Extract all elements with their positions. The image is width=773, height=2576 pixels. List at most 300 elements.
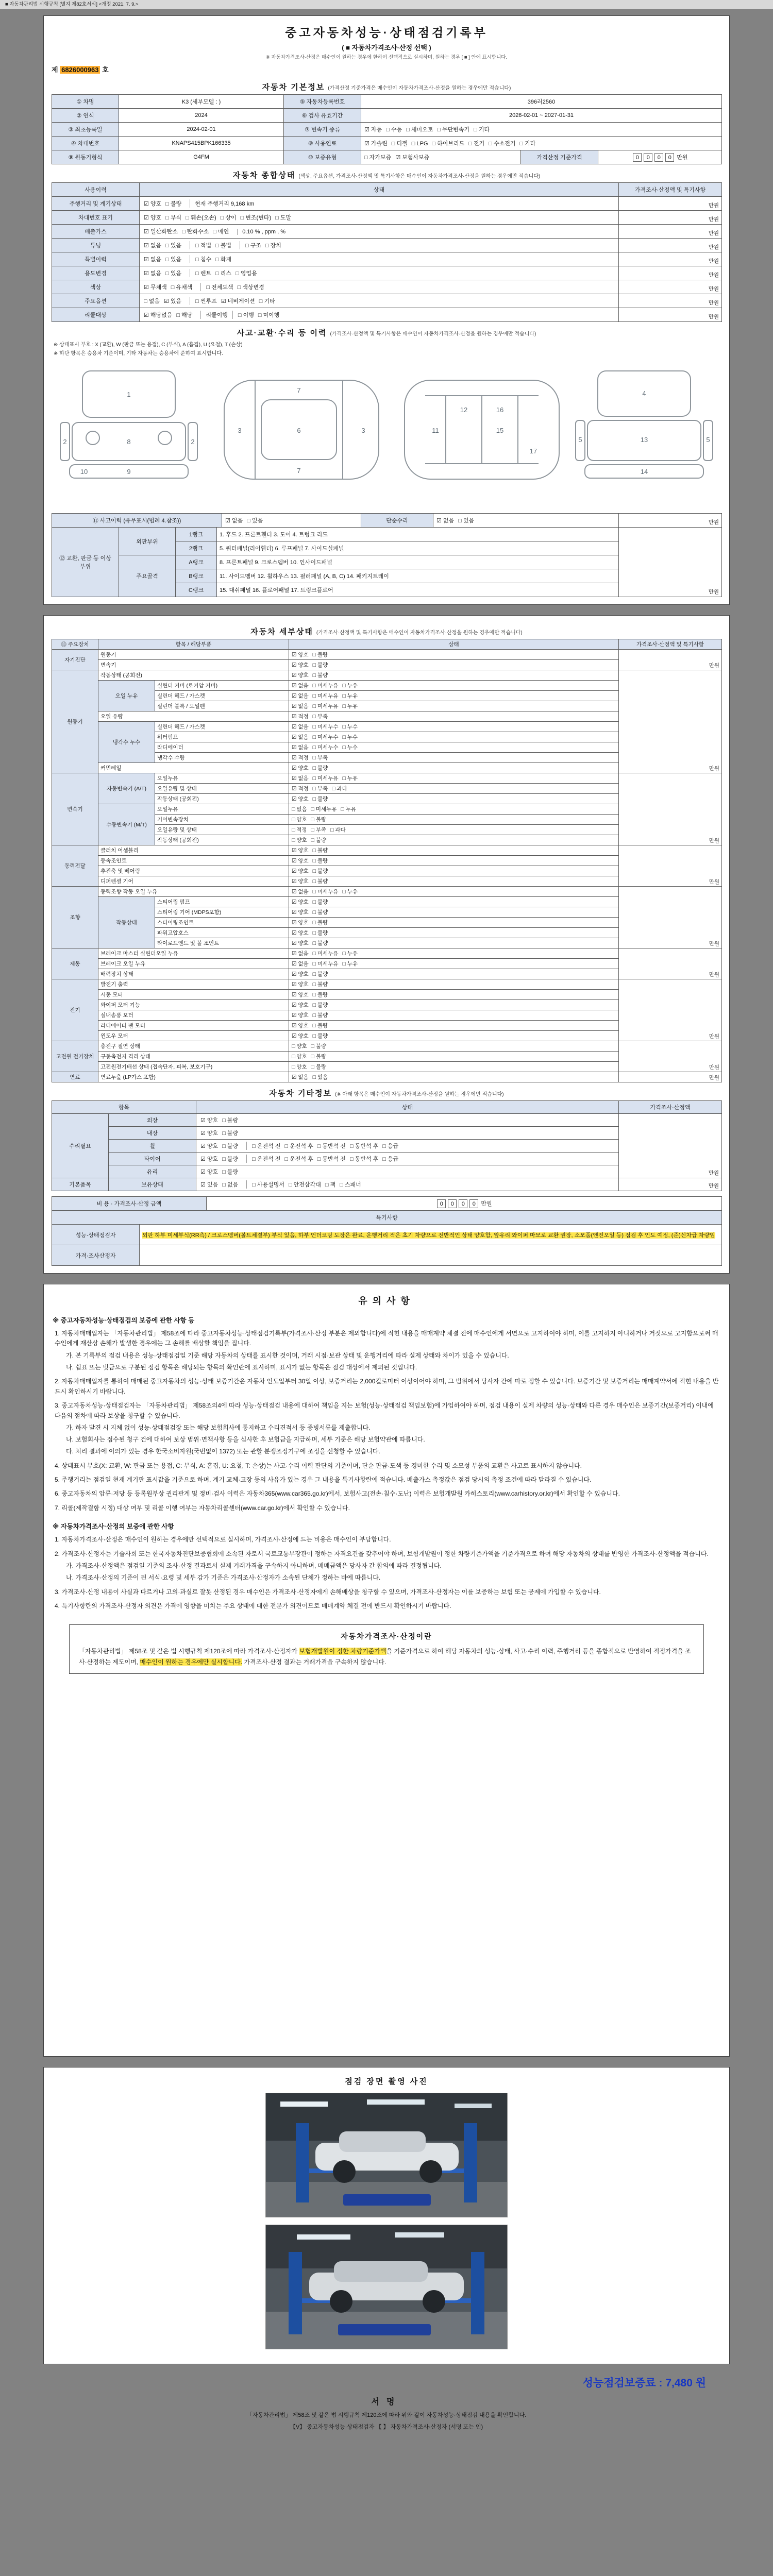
section-title-overall bbox=[52, 170, 721, 180]
checkbox-없음[interactable]: ☑ 없음 bbox=[292, 683, 309, 689]
diagram-legend: ※ 하단 항목은 승용차 기준이며, 기타 자동차는 승용차에 준하여 표시합니다. bbox=[54, 351, 223, 357]
checkbox-없음[interactable]: ☑ 없음 bbox=[144, 243, 162, 249]
checkbox-운전석 후[interactable]: □ 운전석 후 bbox=[284, 1156, 313, 1162]
checkbox-있음[interactable]: □ 있음 bbox=[165, 270, 182, 277]
svg-text:13: 13 bbox=[640, 436, 648, 444]
checkbox-양호[interactable]: ☑ 양호 bbox=[292, 672, 309, 679]
overall-note: (색상, 주요옵션, 가격조사·산정액 및 특기사항은 매수인이 자동차가격조사·산정을 원하는 경우에만 적습니다) bbox=[298, 174, 541, 179]
checkbox-미세누유[interactable]: □ 미세누유 bbox=[312, 693, 339, 699]
value-cell: G4FM bbox=[119, 150, 284, 164]
checkbox-부족[interactable]: □ 부족 bbox=[312, 786, 328, 792]
checkbox-자동[interactable]: ☑ 자동 bbox=[364, 127, 382, 133]
checkbox-없음[interactable]: ☑ 없음 bbox=[292, 951, 309, 957]
checkbox-잭[interactable]: □ 잭 bbox=[325, 1182, 336, 1188]
checkbox-양호[interactable]: ☑ 양호 bbox=[292, 940, 309, 946]
price-row bbox=[52, 1197, 722, 1211]
checkbox-없음[interactable]: ☑ 없음 bbox=[292, 775, 309, 782]
checkbox-있음[interactable]: □ 있음 bbox=[165, 257, 182, 263]
checkbox-불량[interactable]: □ 불량 bbox=[222, 1156, 239, 1162]
etc-item: 타이어 bbox=[109, 1153, 196, 1165]
photo-1-image bbox=[266, 2093, 507, 2217]
checkbox-없음[interactable]: □ 없음 bbox=[292, 806, 307, 812]
state-cell bbox=[196, 1153, 619, 1165]
state-text: 현재 주행거리 9,168 km bbox=[190, 199, 259, 208]
checkbox-누수[interactable]: □ 누수 bbox=[342, 724, 358, 730]
overall-state-table bbox=[52, 182, 722, 322]
checkbox-미세누수[interactable]: □ 미세누수 bbox=[312, 744, 339, 751]
checkbox-양호[interactable]: ☑ 양호 bbox=[200, 1117, 219, 1124]
checkbox-누수[interactable]: □ 누수 bbox=[342, 734, 358, 740]
checkbox-없음[interactable]: ☑ 없음 bbox=[144, 257, 162, 263]
check-group bbox=[199, 1155, 246, 1163]
item-label: 실린더 블록 / 오일팬 bbox=[155, 701, 289, 711]
checkbox-미세누유[interactable]: □ 미세누유 bbox=[311, 806, 337, 812]
checkbox-무단변속기[interactable]: □ 무단변속기 bbox=[437, 127, 470, 133]
checkbox-양호[interactable]: ☑ 양호 bbox=[292, 868, 309, 874]
checkbox-미세누유[interactable]: □ 미세누유 bbox=[312, 961, 339, 967]
checkbox-불량[interactable]: □ 불량 bbox=[312, 1033, 328, 1039]
checkbox-불량[interactable]: □ 불량 bbox=[222, 1143, 239, 1149]
state-cell bbox=[289, 1062, 619, 1072]
etc-group: 기본품목 bbox=[52, 1178, 109, 1191]
state-cell bbox=[289, 897, 619, 907]
detail-row bbox=[52, 650, 722, 660]
check-group bbox=[142, 241, 190, 249]
definition-text-part: 가격조사·산정 결과는 거래가격을 구속하지 않습니다. bbox=[242, 1658, 386, 1666]
checkbox-불량[interactable]: □ 불량 bbox=[311, 837, 327, 843]
checkbox-불량[interactable]: □ 불량 bbox=[312, 662, 328, 668]
checkbox-누유[interactable]: □ 누유 bbox=[342, 889, 358, 895]
checkbox-적정[interactable]: ☑ 적정 bbox=[292, 786, 309, 792]
checkbox-미세누유[interactable]: □ 미세누유 bbox=[312, 775, 339, 782]
etc-item: 내장 bbox=[109, 1127, 196, 1140]
check-group bbox=[246, 1155, 407, 1163]
item-label: 오일누유 bbox=[155, 773, 289, 784]
checkbox-불량[interactable]: □ 불량 bbox=[312, 765, 328, 771]
item-label: 실내송풍 모터 bbox=[98, 1010, 289, 1021]
checkbox-양호[interactable]: ☑ 양호 bbox=[200, 1143, 219, 1149]
etc-row bbox=[52, 1178, 722, 1191]
check-group bbox=[190, 297, 283, 305]
overall-row bbox=[52, 239, 722, 252]
checkbox-불량[interactable]: □ 불량 bbox=[312, 796, 328, 802]
checkbox-수소전기[interactable]: □ 수소전기 bbox=[489, 141, 516, 147]
etc-row bbox=[52, 1114, 722, 1127]
checkbox-불량[interactable]: □ 불량 bbox=[312, 930, 328, 936]
checkbox-가솔린[interactable]: ☑ 가솔린 bbox=[364, 141, 388, 147]
checkbox-없음[interactable]: ☑ 없음 bbox=[292, 889, 309, 895]
checkbox-없음[interactable]: ☑ 없음 bbox=[292, 724, 309, 730]
notes-item: 나. 쉼표 또는 빗금으로 구분된 점검 항목은 해당되는 항목의 확인란에 표시하며, 표시가 없는 항목은 점검 대상에서 제외된 것입니다. bbox=[66, 1364, 417, 1371]
state-cell bbox=[289, 928, 619, 938]
checkbox-양호[interactable]: ☑ 양호 bbox=[292, 1023, 309, 1029]
basic-row bbox=[52, 109, 722, 123]
checkbox-수동[interactable]: □ 수동 bbox=[386, 127, 402, 133]
value-cell bbox=[361, 137, 722, 150]
state-cell bbox=[196, 1178, 619, 1191]
checkbox-누유[interactable]: □ 누유 bbox=[342, 961, 358, 967]
checkbox-미세누수[interactable]: □ 미세누수 bbox=[312, 734, 339, 740]
label-cell: ④ 차대번호 bbox=[52, 137, 119, 150]
checkbox-없음[interactable]: □ 없음 bbox=[144, 298, 160, 304]
notes-item: 2. 자동차매매업자를 통하여 매매된 중고자동차의 성능·상태 보증기간은 자동차 인도일부터 30일 이상, 보증거리는 2,000킬로미터 이상이어야 하며, 그 범위에서 당사자 간에 따로 정할 수 있습니다. 보증기간 및 보증거리는 매매계약서에 적힌 내용을 반드시 확인하시기 바랍니다. bbox=[55, 1378, 719, 1395]
checkbox-양호[interactable]: ☑ 양호 bbox=[200, 1156, 219, 1162]
simple-repair-label: 단순수리 bbox=[361, 514, 433, 528]
checkbox-매연[interactable]: □ 매연 bbox=[213, 229, 229, 235]
inspection-photo-1 bbox=[265, 2093, 508, 2217]
checkbox-미세누유[interactable]: □ 미세누유 bbox=[312, 951, 339, 957]
checkbox-미세누유[interactable]: □ 미세누유 bbox=[312, 889, 339, 895]
car-diagram-svg bbox=[54, 361, 719, 507]
checkbox-누유[interactable]: □ 누유 bbox=[342, 951, 358, 957]
checkbox-부족[interactable]: □ 부족 bbox=[312, 714, 328, 720]
price-digit: 0 bbox=[665, 153, 674, 162]
item-label: 스티어링조인트 bbox=[155, 918, 289, 928]
checkbox-미세누유[interactable]: □ 미세누유 bbox=[312, 683, 339, 689]
col-state: 상태 bbox=[289, 639, 619, 650]
checkbox-없음[interactable]: ☑ 없음 bbox=[225, 518, 243, 524]
checkbox-없음[interactable]: ☑ 없음 bbox=[292, 693, 309, 699]
col-history: 사용이력 bbox=[52, 183, 140, 197]
checkbox-양호[interactable]: ☑ 양호 bbox=[292, 765, 309, 771]
checkbox-불량[interactable]: □ 불량 bbox=[312, 878, 328, 885]
checkbox-없음[interactable]: ☑ 없음 bbox=[292, 1074, 309, 1080]
checkbox-양호[interactable]: ☑ 양호 bbox=[292, 796, 309, 802]
checkbox-있음[interactable]: □ 있음 bbox=[458, 518, 475, 524]
overall-row bbox=[52, 294, 722, 308]
checkbox-불량[interactable]: □ 불량 bbox=[312, 672, 328, 679]
checkbox-불량[interactable]: □ 불량 bbox=[311, 1043, 327, 1049]
checkbox-적정[interactable]: □ 적정 bbox=[292, 827, 307, 833]
checkbox-양호[interactable]: ☑ 양호 bbox=[144, 201, 162, 207]
checkbox-있음[interactable]: □ 있음 bbox=[247, 518, 263, 524]
checkbox-변조(변타)[interactable]: □ 변조(변타) bbox=[240, 215, 272, 221]
checkbox-누수[interactable]: □ 누수 bbox=[342, 744, 358, 751]
checkbox-누유[interactable]: □ 누유 bbox=[342, 683, 358, 689]
checkbox-불량[interactable]: □ 불량 bbox=[312, 981, 328, 988]
checkbox-해당[interactable]: □ 해당 bbox=[176, 312, 193, 318]
rank-label: 1랭크 bbox=[176, 528, 217, 541]
item-label: 배력장치 상태 bbox=[98, 969, 289, 979]
price-digit: 0 bbox=[448, 1199, 457, 1208]
svg-text:3: 3 bbox=[238, 427, 242, 434]
checkbox-불량[interactable]: □ 불량 bbox=[312, 940, 328, 946]
checkbox-양호[interactable]: ☑ 양호 bbox=[292, 930, 309, 936]
checkbox-불량[interactable]: □ 불량 bbox=[311, 1064, 327, 1070]
check-group bbox=[190, 241, 240, 249]
detail-row bbox=[52, 979, 722, 990]
checkbox-불량[interactable]: □ 불량 bbox=[312, 971, 328, 977]
checkbox-부식[interactable]: □ 부식 bbox=[165, 215, 182, 221]
col-price: 가격조사·산정액 bbox=[619, 1101, 722, 1114]
checkbox-사용설명서[interactable]: □ 사용설명서 bbox=[252, 1182, 284, 1188]
checkbox-양호[interactable]: ☑ 양호 bbox=[292, 992, 309, 998]
checkbox-미세누유[interactable]: □ 미세누유 bbox=[312, 703, 339, 709]
svg-text:9: 9 bbox=[127, 468, 131, 476]
checkbox-불법[interactable]: □ 불법 bbox=[215, 243, 232, 249]
basic-row bbox=[52, 95, 722, 109]
checkbox-불량[interactable]: □ 불량 bbox=[312, 858, 328, 864]
checkbox-하이브리드[interactable]: □ 하이브리드 bbox=[432, 141, 465, 147]
checkbox-동반석 전[interactable]: □ 동반석 전 bbox=[317, 1156, 346, 1162]
checkbox-불량[interactable]: □ 불량 bbox=[312, 868, 328, 874]
price-unit-cell: 만원 bbox=[619, 239, 722, 252]
panel-notes bbox=[43, 1284, 730, 2057]
checkbox-없음[interactable]: □ 없음 bbox=[222, 1182, 239, 1188]
checkbox-불량[interactable]: □ 불량 bbox=[312, 899, 328, 905]
price-unit-cell: 만원 bbox=[619, 280, 722, 294]
price-unit-cell: 만원 bbox=[619, 211, 722, 225]
value-cell: K3 (세부모델 : ) bbox=[119, 95, 284, 109]
checkbox-없음[interactable]: ☑ 없음 bbox=[292, 703, 309, 709]
checkbox-양호[interactable]: ☑ 양호 bbox=[292, 662, 309, 668]
checkbox-양호[interactable]: ☑ 양호 bbox=[292, 899, 309, 905]
notes-heading: ※ 중고자동차성능·상태점검의 보증에 관한 사항 등 bbox=[53, 1317, 195, 1324]
checkbox-불량[interactable]: □ 불량 bbox=[312, 1002, 328, 1008]
state-cell bbox=[289, 732, 619, 742]
checkbox-부족[interactable]: □ 부족 bbox=[311, 827, 327, 833]
doc-number-value: 6826000963 bbox=[60, 66, 100, 74]
special-text bbox=[140, 1225, 722, 1245]
checkbox-양호[interactable]: ☑ 양호 bbox=[292, 909, 309, 916]
accident-checks bbox=[222, 514, 361, 528]
checkbox-양호[interactable]: □ 양호 bbox=[292, 817, 307, 823]
checkbox-세미오토[interactable]: □ 세미오토 bbox=[406, 127, 433, 133]
item-label: 동력조향 작동 오일 누유 bbox=[98, 887, 289, 897]
notes-item: 나. 보험회사는 접수된 청구 건에 대하여 보상 범위·면책사항 등을 심사한 후 보험금을 지급하며, 세부 기준은 해당 보험약관에 따릅니다. bbox=[66, 1436, 425, 1444]
checkbox-있음[interactable]: ☑ 있음 bbox=[200, 1182, 219, 1188]
notes-item: 가. 가격조사·산정액은 점검일 기준의 조사·산정 결과로서 실제 거래가격을 구속하지 아니하며, 매매금액은 당사자 간 합의에 따라 결정됩니다. bbox=[66, 1562, 442, 1570]
checkbox-양호[interactable]: ☑ 양호 bbox=[292, 878, 309, 885]
overall-header-row bbox=[52, 183, 722, 197]
checkbox-없음[interactable]: ☑ 없음 bbox=[292, 744, 309, 751]
checkbox-미이행[interactable]: □ 미이행 bbox=[258, 312, 280, 318]
checkbox-상이[interactable]: □ 상이 bbox=[220, 215, 237, 221]
item-label: 스티어링 기어 (MDPS포함) bbox=[155, 907, 289, 918]
checkbox-일산화탄소[interactable]: ☑ 일산화탄소 bbox=[144, 229, 178, 235]
checkbox-응급[interactable]: □ 응급 bbox=[382, 1156, 399, 1162]
checkbox-불량[interactable]: □ 불량 bbox=[312, 1023, 328, 1029]
row-label: 색상 bbox=[52, 280, 140, 294]
state-cell bbox=[196, 1127, 619, 1140]
state-cell bbox=[140, 308, 619, 322]
checkbox-양호[interactable]: ☑ 양호 bbox=[200, 1130, 219, 1137]
checkbox-운전석 전[interactable]: □ 운전석 전 bbox=[252, 1143, 281, 1149]
checkbox-불량[interactable]: □ 불량 bbox=[312, 652, 328, 658]
page-title: 중고자동차성능·상태점검기록부 bbox=[285, 26, 488, 39]
item-label: 라디에이터 bbox=[155, 742, 289, 753]
section-title-accident bbox=[52, 327, 721, 338]
overall-title: 자동차 종합상태 bbox=[232, 171, 296, 180]
checkbox-불량[interactable]: □ 불량 bbox=[222, 1117, 239, 1124]
rank-parts: 11. 사이드멤버 12. 휠하우스 13. 필러패널 (A, B, C) 14. 패키지트레이 bbox=[217, 569, 619, 583]
price-digit: 0 bbox=[654, 153, 663, 162]
checkbox-적정[interactable]: ☑ 적정 bbox=[292, 755, 309, 761]
state-text: 리콜이행 bbox=[200, 311, 232, 319]
checkbox-침수[interactable]: □ 침수 bbox=[195, 257, 212, 263]
item-label: 오일유량 및 상태 bbox=[155, 784, 289, 794]
checkbox-구조[interactable]: □ 구조 bbox=[245, 243, 261, 249]
checkbox-불량[interactable]: □ 불량 bbox=[312, 992, 328, 998]
checkbox-불량[interactable]: □ 불량 bbox=[312, 1012, 328, 1019]
checkbox-색상변경[interactable]: □ 색상변경 bbox=[237, 284, 264, 291]
detail-row bbox=[52, 1072, 722, 1082]
checkbox-양호[interactable]: ☑ 양호 bbox=[292, 1033, 309, 1039]
state-cell bbox=[140, 266, 619, 280]
row-label: 특별이력 bbox=[52, 252, 140, 266]
checkbox-스패너[interactable]: □ 스패너 bbox=[340, 1182, 361, 1188]
checkbox-양호[interactable]: □ 양호 bbox=[292, 1043, 307, 1049]
checkbox-동반석 후[interactable]: □ 동반석 후 bbox=[349, 1143, 379, 1149]
item-label: 작동상태 (공회전) bbox=[98, 670, 289, 681]
checkbox-양호[interactable]: ☑ 양호 bbox=[144, 215, 162, 221]
checkbox-렌트[interactable]: □ 렌트 bbox=[195, 270, 212, 277]
state-cell bbox=[196, 1114, 619, 1127]
checkbox-해당없음[interactable]: ☑ 해당없음 bbox=[144, 312, 173, 318]
checkbox-없음[interactable]: ☑ 없음 bbox=[292, 961, 309, 967]
basic-info-table bbox=[52, 94, 722, 164]
checkbox-장치[interactable]: □ 장치 bbox=[265, 243, 281, 249]
checkbox-양호[interactable]: ☑ 양호 bbox=[292, 1012, 309, 1019]
checkbox-양호[interactable]: □ 양호 bbox=[292, 1064, 307, 1070]
svg-text:7: 7 bbox=[297, 386, 301, 394]
state-cell bbox=[289, 1010, 619, 1021]
checkbox-도말[interactable]: □ 도말 bbox=[275, 215, 292, 221]
checkbox-불량[interactable]: □ 불량 bbox=[222, 1130, 239, 1137]
rank-parts: 15. 대쉬패널 16. 플로어패널 17. 트렁크플로어 bbox=[217, 583, 619, 597]
item-label: 충전구 절연 상태 bbox=[98, 1041, 289, 1052]
checkbox-양호[interactable]: ☑ 양호 bbox=[292, 920, 309, 926]
checkbox-누유[interactable]: □ 누유 bbox=[342, 693, 358, 699]
checkbox-양호[interactable]: ☑ 양호 bbox=[292, 858, 309, 864]
checkbox-양호[interactable]: ☑ 양호 bbox=[292, 652, 309, 658]
label-cell: ⑩ 보증유형 bbox=[284, 150, 361, 164]
checkbox-응급[interactable]: □ 응급 bbox=[382, 1143, 399, 1149]
checkbox-있음[interactable]: □ 있음 bbox=[165, 243, 182, 249]
checkbox-없음[interactable]: ☑ 없음 bbox=[436, 518, 455, 524]
checkbox-디젤[interactable]: □ 디젤 bbox=[391, 141, 408, 147]
checkbox-없음[interactable]: ☑ 없음 bbox=[292, 734, 309, 740]
form-reference: ■ 자동차관리법 시행규칙 [별지 제82호서식] <개정 2021. 7. 9.> bbox=[0, 0, 773, 9]
checkbox-불량[interactable]: □ 불량 bbox=[312, 920, 328, 926]
device-label: 원동기 bbox=[52, 670, 98, 773]
special-notes-table bbox=[52, 1210, 722, 1266]
notes-item: 가. 본 기록부의 점검 내용은 성능·상태점검일 기준 해당 자동차의 상태를 표시한 것이며, 거래 시점·보관 상태 및 운행거리에 따라 실제 상태와 차이가 있을 수 있습니다. bbox=[66, 1351, 509, 1359]
label-cell: ① 차명 bbox=[52, 95, 119, 109]
checkbox-과다[interactable]: □ 과다 bbox=[332, 786, 347, 792]
value-cell bbox=[361, 123, 722, 137]
notes-title: 유의사항 bbox=[358, 1296, 415, 1306]
check-group bbox=[142, 227, 237, 235]
item-label: 등속조인트 bbox=[98, 856, 289, 866]
row-label: 주요옵션 bbox=[52, 294, 140, 308]
checkbox-전체도색[interactable]: □ 전체도색 bbox=[206, 284, 233, 291]
checkbox-누유[interactable]: □ 누유 bbox=[342, 703, 358, 709]
checkbox-안전삼각대[interactable]: □ 안전삼각대 bbox=[288, 1182, 321, 1188]
checkbox-불량[interactable]: □ 불량 bbox=[312, 909, 328, 916]
state-cell bbox=[289, 948, 619, 959]
checkbox-부족[interactable]: □ 부족 bbox=[312, 755, 328, 761]
checkbox-양호[interactable]: □ 양호 bbox=[292, 837, 307, 843]
car-diagram bbox=[52, 361, 721, 510]
checkbox-미세누수[interactable]: □ 미세누수 bbox=[312, 724, 339, 730]
checkbox-있음[interactable]: □ 있음 bbox=[312, 1074, 328, 1080]
checkbox-있음[interactable]: ☑ 있음 bbox=[163, 298, 182, 304]
item-label: 커먼레일 bbox=[98, 763, 289, 773]
checkbox-불량[interactable]: □ 불량 bbox=[312, 848, 328, 854]
checkbox-보험사보증[interactable]: ☑ 보험사보증 bbox=[395, 155, 430, 161]
checkbox-적법[interactable]: □ 적법 bbox=[195, 243, 212, 249]
checkbox-동반석 후[interactable]: □ 동반석 후 bbox=[349, 1156, 379, 1162]
check-group bbox=[190, 255, 240, 263]
checkbox-썬루프[interactable]: □ 썬루프 bbox=[195, 298, 217, 304]
checkbox-운전석 전[interactable]: □ 운전석 전 bbox=[252, 1156, 281, 1162]
checkbox-기타[interactable]: □ 기타 bbox=[259, 298, 275, 304]
checkbox-양호[interactable]: ☑ 양호 bbox=[292, 981, 309, 988]
state-cell bbox=[289, 887, 619, 897]
checkbox-무채색[interactable]: ☑ 무채색 bbox=[144, 284, 167, 291]
checkbox-자가보증[interactable]: □ 자가보증 bbox=[364, 155, 392, 161]
checkbox-불량[interactable]: □ 불량 bbox=[311, 817, 327, 823]
checkbox-기타[interactable]: □ 기타 bbox=[519, 141, 536, 147]
checkbox-탄화수소[interactable]: □ 탄화수소 bbox=[182, 229, 209, 235]
price-unit-cell: 만원 bbox=[619, 528, 722, 597]
checkbox-적정[interactable]: ☑ 적정 bbox=[292, 714, 309, 720]
checkbox-양호[interactable]: ☑ 양호 bbox=[292, 848, 309, 854]
checkbox-양호[interactable]: ☑ 양호 bbox=[200, 1169, 219, 1175]
etc-header-row bbox=[52, 1101, 722, 1114]
checkbox-전기[interactable]: □ 전기 bbox=[468, 141, 485, 147]
state-cell bbox=[289, 990, 619, 1000]
state-cell bbox=[140, 225, 619, 239]
checkbox-과다[interactable]: □ 과다 bbox=[330, 827, 346, 833]
checkbox-불량[interactable]: □ 불량 bbox=[311, 1054, 327, 1060]
checkbox-양호[interactable]: ☑ 양호 bbox=[292, 971, 309, 977]
checkbox-불량[interactable]: □ 불량 bbox=[222, 1169, 239, 1175]
checkbox-운전석 후[interactable]: □ 운전석 후 bbox=[284, 1143, 313, 1149]
checkbox-LPG[interactable]: □ LPG bbox=[411, 141, 428, 147]
overall-row bbox=[52, 225, 722, 239]
checkbox-없음[interactable]: ☑ 없음 bbox=[144, 270, 162, 277]
state-cell bbox=[289, 681, 619, 691]
checkbox-양호[interactable]: ☑ 양호 bbox=[292, 1002, 309, 1008]
checkbox-화재[interactable]: □ 화재 bbox=[215, 257, 232, 263]
checkbox-양호[interactable]: □ 양호 bbox=[292, 1054, 307, 1060]
checkbox-기타[interactable]: □ 기타 bbox=[474, 127, 490, 133]
checkbox-이행[interactable]: □ 이행 bbox=[238, 312, 254, 318]
svg-text:14: 14 bbox=[640, 468, 648, 476]
notes-item: 2. 가격조사·산정자는 기술사회 또는 한국자동차진단보증협회에 소속된 자로서 국토교통부장관이 정하는 자격요건을 갖추어야 하며, 보험개발원이 정한 차량기준가액을 기준가격으로 하여 해당 자동차의 상태를 반영한 가격조사·산정액을 적습니다. bbox=[55, 1550, 709, 1557]
notes-heading: ※ 자동차가격조사·산정의 보증에 관한 사항 bbox=[53, 1523, 174, 1531]
price-unit-cell: 만원 bbox=[619, 514, 722, 528]
value-cell: 2026-02-01 ~ 2027-01-31 bbox=[361, 109, 722, 123]
doc-number-suffix: 호 bbox=[100, 66, 109, 74]
checkbox-리스[interactable]: □ 리스 bbox=[215, 270, 232, 277]
checkbox-누유[interactable]: □ 누유 bbox=[342, 775, 358, 782]
price-digit: 0 bbox=[644, 153, 652, 162]
checkbox-훼손(오손)[interactable]: □ 훼손(오손) bbox=[186, 215, 216, 221]
checkbox-불량[interactable]: □ 불량 bbox=[165, 201, 182, 207]
price-unit-cell: 만원 bbox=[619, 1114, 722, 1178]
etc-item: 보유상태 bbox=[109, 1178, 196, 1191]
svg-text:4: 4 bbox=[642, 389, 646, 397]
row-label: 주행거리 및 계기상태 bbox=[52, 197, 140, 211]
checkbox-동반석 전[interactable]: □ 동반석 전 bbox=[317, 1143, 346, 1149]
checkbox-영업용[interactable]: □ 영업용 bbox=[236, 270, 257, 277]
checkbox-유채색[interactable]: □ 유채색 bbox=[171, 284, 193, 291]
checkbox-누유[interactable]: □ 누유 bbox=[341, 806, 356, 812]
checkbox-네비게이션[interactable]: ☑ 네비게이션 bbox=[221, 298, 255, 304]
